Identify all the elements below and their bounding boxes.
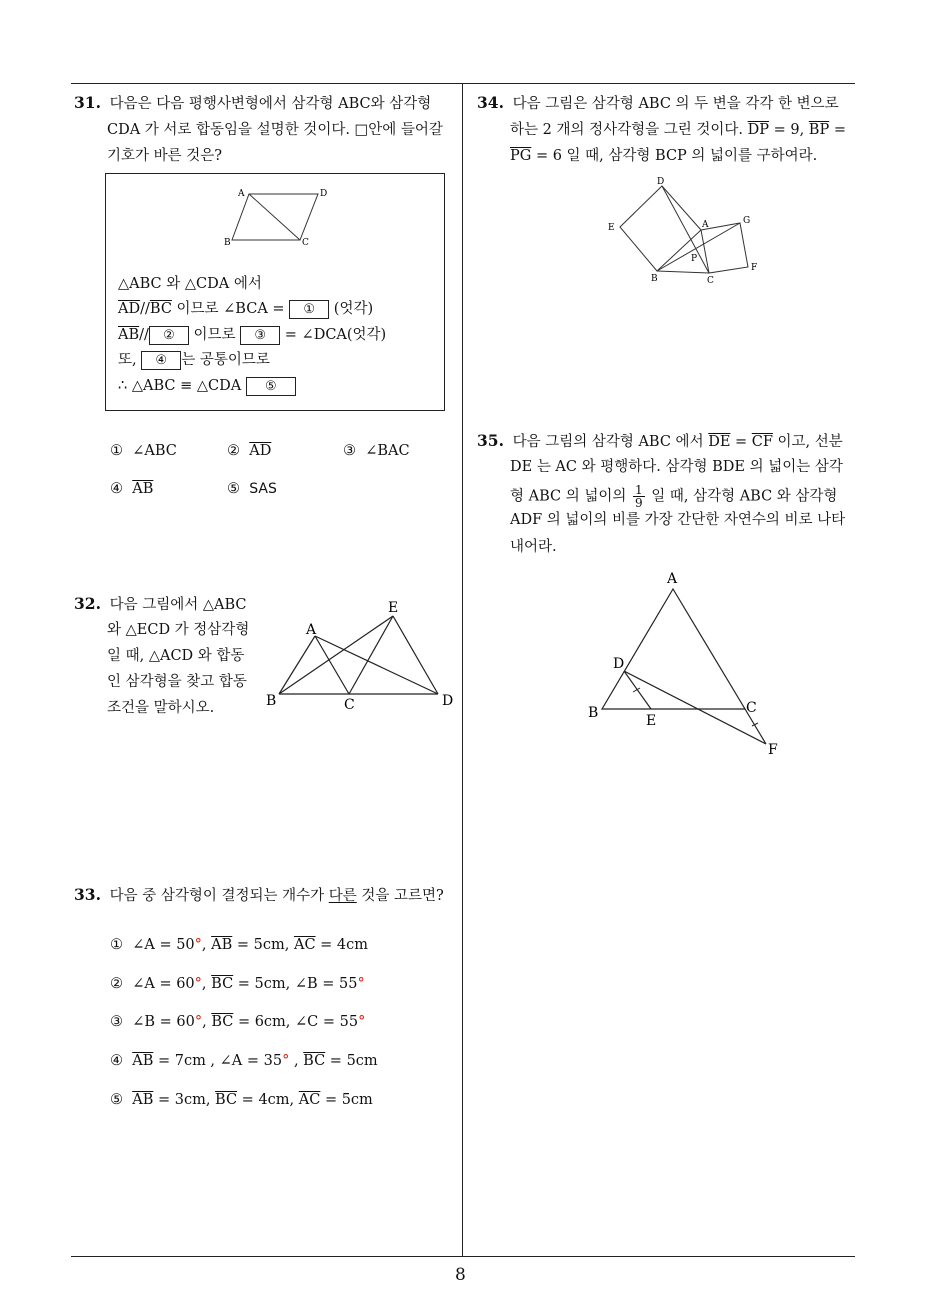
q32-label-B: B: [266, 693, 277, 709]
q34-label-P: P: [691, 254, 698, 264]
q31-option-1[interactable]: ① ∠ABC: [110, 443, 177, 459]
q31-parallelogram-figure: [106, 174, 444, 264]
q35-label-D: D: [613, 656, 625, 672]
q35-text-line4: ADF 의 넓이의 비를 가장 간단한 자연수의 비로 나타: [510, 512, 846, 528]
q31-label-D: D: [320, 189, 328, 199]
q31-proof-line1: △ABC 와 △CDA 에서: [118, 276, 262, 292]
q31-blank-2: ②: [149, 326, 189, 345]
q35-fraction: $\frac{1}{9}$: [634, 483, 643, 510]
q31-label-B: B: [224, 238, 231, 248]
q31-label-C: C: [302, 238, 309, 248]
q33-option-2[interactable]: ② ∠A = 60°, $\overline{BC} = 5cm$, ∠B = 55°: [110, 976, 365, 992]
q32-label-E: E: [388, 600, 399, 616]
q33-number: 33.: [74, 885, 101, 904]
q32-text-line4: 인 삼각형을 찾고 합동: [107, 674, 247, 690]
q33-option-1[interactable]: ① ∠A = 50°, $\overline{AB} = 5cm$, $\overline{AC} = 4cm$: [110, 937, 369, 953]
q34-label-E: E: [608, 223, 615, 233]
bottom-rule: [71, 1256, 855, 1257]
q31-blank-4: ④: [141, 351, 181, 370]
q35-text-line5: 내어라.: [510, 539, 557, 555]
q31-text-line1: 다음은 다음 평행사변형에서 삼각형 ABC와 삼각형: [109, 96, 432, 112]
q31-label-A: A: [238, 189, 245, 199]
q32-text-line2: 와 △ECD 가 정삼각형: [107, 622, 250, 638]
q31-proof-box: [105, 173, 445, 411]
q31-option-2[interactable]: ② $\overline{AD}$: [227, 443, 272, 459]
column-divider: [462, 83, 463, 1257]
q34-text-line2: 하는 2 개의 정사각형을 그린 것이다. $\overline{DP} = 9$, $\overline{BP}$ =: [510, 122, 846, 138]
q31-option-4[interactable]: ④ $\overline{AB}$: [110, 481, 154, 497]
q34-label-G: G: [743, 216, 751, 226]
q35-triangle-figure: [580, 566, 800, 766]
q34-number: 34.: [477, 93, 504, 112]
q32-text-line5: 조건을 말하시오.: [107, 700, 215, 716]
q33-text-b: 것을 고르면?: [356, 888, 444, 904]
top-rule: [71, 83, 855, 84]
q32-text-line3: 일 때, △ACD 와 합동: [107, 648, 245, 664]
q31-proof-line4: 또, ④ 는 공통이므로: [118, 352, 270, 368]
q33-text-underlined: 다른: [328, 888, 357, 904]
q35-label-E: E: [646, 713, 657, 729]
q33-text-a: 다음 중 삼각형이 결정되는 개수가: [109, 888, 329, 904]
q32-label-C: C: [344, 697, 355, 713]
q31-blank-1: ①: [289, 300, 329, 319]
q32-triangles-figure: [262, 596, 462, 716]
q34-text-line1: 다음 그림은 삼각형 ABC 의 두 변을 각각 한 변으로: [512, 96, 839, 112]
q31-text-line2: CDA 가 서로 합동임을 설명한 것이다. □안에 들어갈: [107, 122, 443, 138]
q31-proof-line3: $\overline{AB}//$ ② 이므로 ③ = ∠DCA(엇각): [118, 327, 387, 343]
q35-label-F: F: [768, 742, 778, 758]
q35-label-A: A: [667, 571, 678, 587]
q31-text-line3: 기호가 바른 것은?: [107, 148, 223, 164]
q33-option-3[interactable]: ③ ∠B = 60°, $\overline{BC} = 6cm$, ∠C = 55°: [110, 1014, 366, 1030]
q35-number: 35.: [477, 431, 504, 450]
q34-label-F: F: [751, 263, 758, 273]
q34-label-B: B: [651, 274, 658, 284]
q34-label-C: C: [707, 276, 714, 286]
q31-blank-5: ⑤: [246, 377, 296, 396]
q34-text-line3: $\overline{PG} = 6$ 일 때, 삼각형 BCP 의 넓이를 구하여라.: [510, 148, 818, 164]
q34-label-A: A: [702, 220, 709, 230]
q32-text-line1: 다음 그림에서 △ABC: [109, 597, 247, 613]
page-number: 8: [455, 1265, 466, 1285]
q34-label-D: D: [657, 177, 665, 187]
q35-text-line2: DE 는 AC 와 평행하다. 삼각형 BDE 의 넓이는 삼각: [510, 459, 843, 475]
q35-text-line3: 형 ABC 의 넓이의 $\frac{1}{9}$ 일 때, 삼각형 ABC 와 삼각형: [510, 483, 838, 510]
q32-label-D: D: [442, 693, 454, 709]
q31-proof-line5: ∴ △ABC ≡ △CDA ⑤: [118, 376, 296, 396]
q35-label-C: C: [746, 700, 757, 716]
q32-number: 32.: [74, 594, 101, 613]
q31-option-5[interactable]: ⑤ SAS: [227, 481, 277, 497]
q31-number: 31.: [74, 93, 101, 112]
q31-proof-line2: $\overline{AD}//\overline{BC}$ 이므로 ∠BCA = ① (엇각): [118, 301, 374, 317]
q35-label-B: B: [588, 705, 599, 721]
q31-blank-3: ③: [240, 326, 280, 345]
q34-squares-figure: [600, 172, 780, 292]
q33-option-5[interactable]: ⑤ $\overline{AB} = 3cm$, $\overline{BC} = 4cm$, $\overline{AC} = 5cm$: [110, 1092, 373, 1108]
q32-label-A: A: [306, 622, 317, 638]
q31-option-3[interactable]: ③ ∠BAC: [343, 443, 410, 459]
q33-option-4[interactable]: ④ $\overline{AB} = 7cm$ , ∠A = 35° , $\overline{BC} = 5cm$: [110, 1053, 378, 1069]
